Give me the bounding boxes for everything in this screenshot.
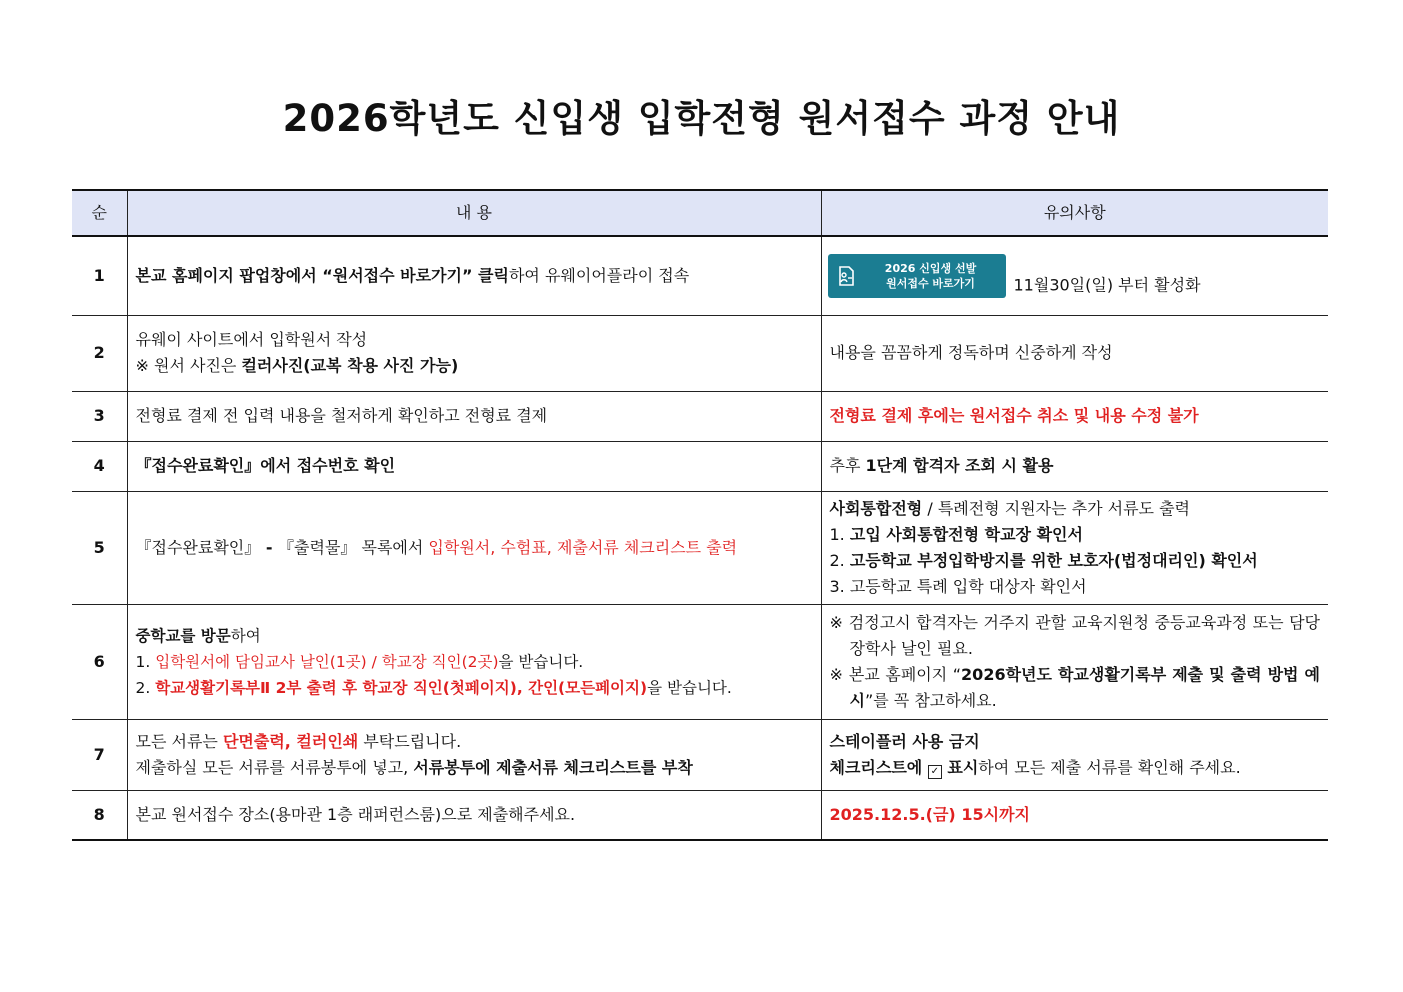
row-notes: 전형료 결제 후에는 원서접수 취소 및 내용 수정 불가 xyxy=(821,391,1328,441)
table-header-row xyxy=(72,190,1328,236)
row-notes: 사회통합전형 / 특례전형 지원자는 추가 서류도 출력 1. 고입 사회통합전형 학교장 확인서 2. 고등학교 부정입학방지를 위한 보호자(법정대리인) 확인서 3. 고등학교 특례 입학 대상자 확인서 xyxy=(821,491,1328,604)
header-num: 순 xyxy=(72,190,127,236)
row-number: 7 xyxy=(72,719,127,790)
row-notes: 내용을 꼼꼼하게 정독하며 신중하게 작성 xyxy=(821,315,1328,391)
table-row xyxy=(72,491,1328,604)
row-number: 3 xyxy=(72,391,127,441)
row-notes: 2026 신입생 선발 원서접수 바로가기 11월30일(일) 부터 활성화 xyxy=(821,236,1328,315)
checkbox-icon: ✓ xyxy=(928,765,942,779)
row-number: 5 xyxy=(72,491,127,604)
row-number: 2 xyxy=(72,315,127,391)
header-notes: 유의사항 xyxy=(821,190,1328,236)
table-row xyxy=(72,441,1328,491)
row-number: 4 xyxy=(72,441,127,491)
row-notes: ※ 검정고시 합격자는 거주지 관할 교육지원청 중등교육과정 또는 담당 장학사 날인 필요. ※ 본교 홈페이지 “2026학년도 학교생활기록부 제출 및 출력 방법 예시”를 꼭 참고하세요. xyxy=(821,604,1328,719)
table-row xyxy=(72,315,1328,391)
row-number: 1 xyxy=(72,236,127,315)
table-row xyxy=(72,391,1328,441)
row-content: 전형료 결제 전 입력 내용을 철저하게 확인하고 전형료 결제 xyxy=(127,391,821,441)
page-title: 2026학년도 신입생 입학전형 원서접수 과정 안내 xyxy=(282,97,1121,140)
row-notes: 스테이플러 사용 금지 체크리스트에 ✓ 표시하여 모든 제출 서류를 확인해 주세요. xyxy=(821,719,1328,790)
row-number: 6 xyxy=(72,604,127,719)
row-content: 본교 홈페이지 팝업창에서 “원서접수 바로가기” 클릭하여 유웨이어플라이 접속 xyxy=(127,236,821,315)
table-row xyxy=(72,604,1328,719)
apply-shortcut-button[interactable]: 2026 신입생 선발 원서접수 바로가기 xyxy=(828,254,1006,298)
guide-table xyxy=(72,189,1328,841)
header-content: 내 용 xyxy=(127,190,821,236)
document-icon xyxy=(828,254,864,298)
row-content: 『접수완료확인』 - 『출력물』 목록에서 입학원서, 수험표, 제출서류 체크리스트 출력 xyxy=(127,491,821,604)
row-content: 『접수완료확인』에서 접수번호 확인 xyxy=(127,441,821,491)
row-content: 모든 서류는 단면출력, 컬러인쇄 부탁드립니다. 제출하실 모든 서류를 서류봉투에 넣고, 서류봉투에 제출서류 체크리스트를 부착 xyxy=(127,719,821,790)
table-row xyxy=(72,236,1328,315)
row-content: 본교 원서접수 장소(용마관 1층 래퍼런스룸)으로 제출해주세요. xyxy=(127,790,821,840)
row-notes: 2025.12.5.(금) 15시까지 xyxy=(821,790,1328,840)
row-number: 8 xyxy=(72,790,127,840)
row-content: 유웨이 사이트에서 입학원서 작성 ※ 원서 사진은 컬러사진(교복 착용 사진 가능) xyxy=(127,315,821,391)
table-row xyxy=(72,719,1328,790)
table-row xyxy=(72,790,1328,840)
row-notes: 추후 1단계 합격자 조회 시 활용 xyxy=(821,441,1328,491)
row-content: 중학교를 방문하여 1. 입학원서에 담임교사 날인(1곳) / 학교장 직인(2곳)을 받습니다. 2. 학교생활기록부Ⅱ 2부 출력 후 학교장 직인(첫페이지), 간인(모든페이지)을 받습니다. xyxy=(127,604,821,719)
